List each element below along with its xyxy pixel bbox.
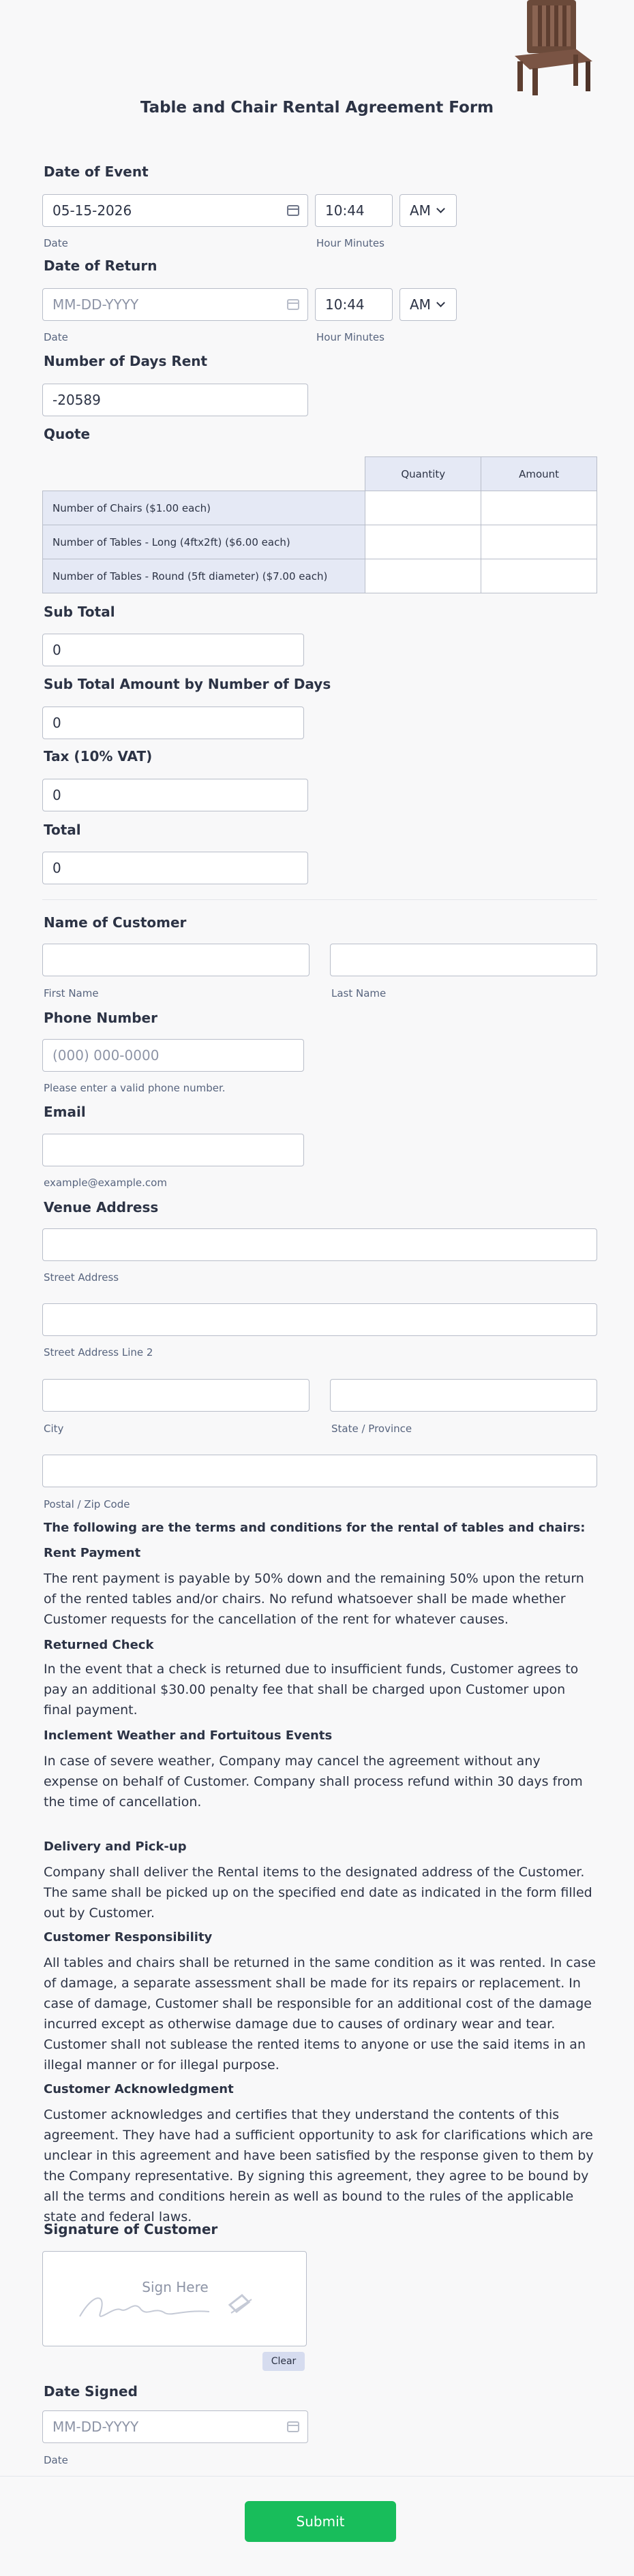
city-input[interactable] — [42, 1379, 310, 1412]
date-of-event-date-sub: Date — [44, 237, 68, 249]
table-row — [43, 491, 597, 525]
sub-total-days-label: Sub Total Amount by Number of Days — [44, 676, 331, 692]
date-signed-label: Date Signed — [44, 2383, 138, 2400]
street-address-2-sub: Street Address Line 2 — [44, 1346, 153, 1359]
event-ampm-select[interactable]: AM — [399, 194, 457, 227]
sign-here-placeholder: Sign Here — [142, 2279, 209, 2295]
clear-signature-button[interactable]: Clear — [262, 2352, 305, 2371]
tax-input[interactable]: 0 — [42, 779, 308, 811]
row-label: Number of Tables - Long (4ftx2ft) ($6.00 each) — [43, 525, 365, 559]
return-time-sub: Hour Minutes — [316, 331, 384, 343]
amount-cell[interactable] — [481, 559, 597, 593]
submit-button[interactable]: Submit — [245, 2501, 396, 2542]
date-of-event-label: Date of Event — [44, 164, 149, 180]
quantity-cell[interactable] — [365, 525, 481, 559]
tax-label: Tax (10% VAT) — [44, 748, 153, 764]
signature-label: Signature of Customer — [44, 2221, 218, 2237]
date-of-return-date-sub: Date — [44, 331, 68, 343]
calendar-icon[interactable] — [287, 205, 299, 216]
last-name-sub: Last Name — [331, 987, 387, 999]
terms-section — [44, 1521, 597, 2227]
chevron-down-icon — [436, 204, 445, 213]
customer-name-label: Name of Customer — [44, 914, 187, 931]
terms-intro: The following are the terms and conditions for the rental of tables and chairs: — [44, 1521, 586, 1535]
responsibility-text: All tables and chairs shall be returned in the same condition as it was rented. In case of damage, a separate assessment shall be made for its repairs or replacement. In case of damage, Customer shall be responsible for an additional cost of the damage incurred except as otherwise damage due to causes of ordinary wear and tear. Customer shall not sublease the rented items to anyone or use the said items in an illegal manner or for illegal purpose. — [44, 1955, 596, 2073]
amount-cell[interactable] — [481, 525, 597, 559]
days-rent-label: Number of Days Rent — [44, 353, 208, 369]
row-label: Number of Chairs ($1.00 each) — [43, 491, 365, 525]
street-address-sub: Street Address — [44, 1271, 119, 1284]
city-sub: City — [44, 1423, 64, 1435]
signature-scribble-icon — [73, 2286, 277, 2327]
sub-total-input[interactable]: 0 — [42, 634, 304, 666]
rent-heading: Rent Payment — [44, 1546, 141, 1560]
quantity-cell[interactable] — [365, 559, 481, 593]
check-text: In the event that a check is returned due to insufficient funds, Customer agrees to pay an additional $30.00 penalty fee that shall be charged upon Customer upon final payment. — [44, 1662, 579, 1718]
phone-input[interactable]: (000) 000-0000 — [42, 1039, 304, 1072]
ack-text: Customer acknowledges and certifies that they understand the contents of this agreement. They have had a sufficient opportunity to ask for clarifications which are unclear in this agreement and have been satisfied by the response given to them by the Company representative. By signing this agreement, they agree to be bound by all the terms and conditions herein as well as bound to the rules of the applicable state and federal laws. — [44, 2107, 594, 2224]
last-name-input[interactable] — [330, 944, 597, 976]
column-header-amount: Amount — [481, 457, 597, 491]
venue-label: Venue Address — [44, 1199, 159, 1215]
total-label: Total — [44, 822, 81, 838]
phone-label: Phone Number — [44, 1010, 157, 1026]
date-signed-sub: Date — [44, 2454, 68, 2466]
total-input[interactable]: 0 — [42, 852, 308, 884]
sub-total-days-input[interactable]: 0 — [42, 707, 304, 739]
quote-table — [42, 456, 597, 593]
delivery-heading: Delivery and Pick-up — [44, 1840, 187, 1854]
responsibility-heading: Customer Responsibility — [44, 1930, 213, 1944]
first-name-input[interactable] — [42, 944, 310, 976]
ack-heading: Customer Acknowledgment — [44, 2082, 234, 2096]
check-heading: Returned Check — [44, 1638, 154, 1652]
first-name-sub: First Name — [44, 987, 99, 999]
state-input[interactable] — [330, 1379, 597, 1412]
state-sub: State / Province — [331, 1423, 412, 1435]
chevron-down-icon — [436, 298, 445, 307]
column-header-quantity: Quantity — [365, 457, 481, 491]
weather-heading: Inclement Weather and Fortuitous Events — [44, 1728, 333, 1743]
date-of-return-input[interactable]: MM-DD-YYYY — [42, 288, 308, 321]
signature-pad[interactable] — [42, 2251, 307, 2346]
phone-sub: Please enter a valid phone number. — [44, 1082, 226, 1094]
amount-cell[interactable] — [481, 491, 597, 525]
email-sub: example@example.com — [44, 1177, 167, 1189]
section-divider — [42, 899, 597, 900]
sub-total-label: Sub Total — [44, 604, 115, 620]
return-ampm-select[interactable]: AM — [399, 288, 457, 321]
zip-input[interactable] — [42, 1455, 597, 1487]
footer-divider — [0, 2476, 634, 2477]
rent-text: The rent payment is payable by 50% down and the remaining 50% upon the return of the rented tables and/or chairs. No refund whatsoever shall be made whether Customer requests for the cancellation of the rent for whatever causes. — [44, 1571, 584, 1627]
event-time-input[interactable]: 10:44 — [315, 194, 393, 227]
quantity-cell[interactable] — [365, 491, 481, 525]
zip-sub: Postal / Zip Code — [44, 1498, 130, 1510]
calendar-icon[interactable] — [287, 2421, 299, 2432]
return-time-input[interactable]: 10:44 — [315, 288, 393, 321]
email-input[interactable] — [42, 1134, 304, 1166]
date-of-event-input[interactable]: 05-15-2026 — [42, 194, 308, 227]
calendar-icon[interactable] — [287, 299, 299, 310]
chair-image — [508, 0, 597, 95]
quote-label: Quote — [44, 426, 91, 442]
street-address-2-input[interactable] — [42, 1303, 597, 1336]
form-title: Table and Chair Rental Agreement Form — [140, 99, 494, 117]
delivery-text: Company shall deliver the Rental items to the designated address of the Customer. The same shall be picked up on the specified end date as indicated in the form filled out by Customer. — [44, 1865, 592, 1921]
date-signed-input[interactable]: MM-DD-YYYY — [42, 2410, 308, 2443]
weather-text: In case of severe weather, Company may cancel the agreement without any expense on behalf of Customer. Company shall process refund within 30 days from the time of cancellation. — [44, 1754, 583, 1810]
row-label: Number of Tables - Round (5ft diameter) ($7.00 each) — [43, 559, 365, 593]
days-rent-input[interactable]: -20589 — [42, 384, 308, 416]
date-of-return-label: Date of Return — [44, 258, 157, 274]
street-address-input[interactable] — [42, 1228, 597, 1261]
table-row — [43, 559, 597, 593]
event-time-sub: Hour Minutes — [316, 237, 384, 249]
table-row — [43, 525, 597, 559]
email-label: Email — [44, 1104, 86, 1120]
